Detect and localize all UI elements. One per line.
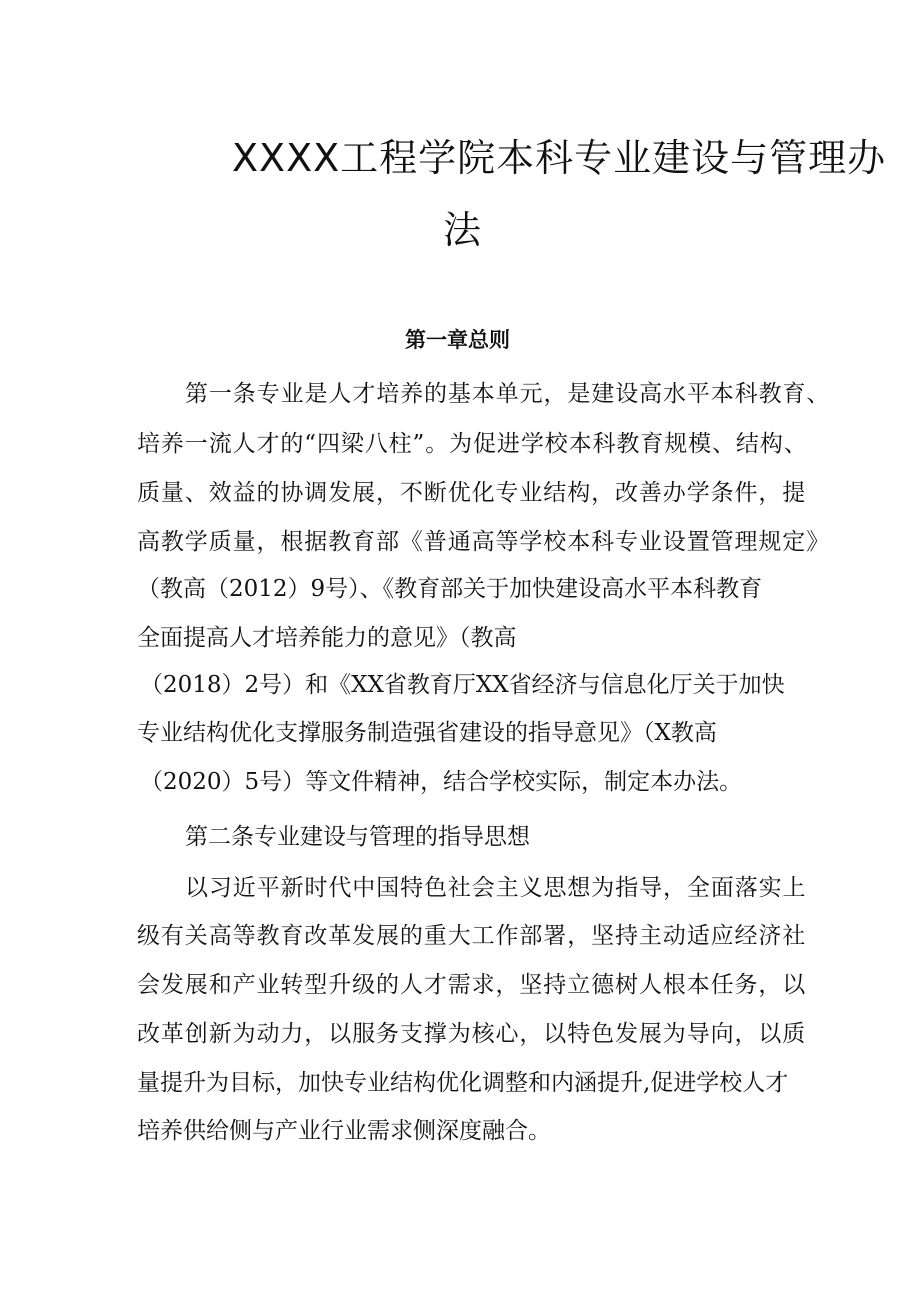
article-1-line: 全面提高人才培养能力的意见》（教高	[137, 625, 517, 651]
article-2-line: 以习近平新时代中国特色社会主义思想为指导，全面落实上	[185, 875, 807, 901]
article-2-line: 会发展和产业转型升级的人才需求，坚持立德树人根本任务，以	[137, 972, 807, 998]
chapter-heading: 第一章总则	[405, 328, 510, 352]
article-1-line: 培养一流人才的“四梁八柱”。为促进学校本科教育规模、结构、	[137, 431, 808, 457]
document-title-line-2: 法	[443, 208, 483, 252]
document-title-line-1: XXXX工程学院本科专业建设与管理办	[232, 136, 887, 180]
article-1-line: 第一条专业是人才培养的基本单元，是建设高水平本科教育、	[185, 381, 831, 407]
article-1-line: 高教学质量，根据教育部《普通高等学校本科专业设置管理规定》	[137, 529, 831, 555]
article-1-line: 质量、效益的协调发展，不断优化专业结构，改善办学条件，提	[137, 480, 807, 506]
article-2-line: 级有关高等教育改革发展的重大工作部署，坚持主动适应经济社	[137, 923, 807, 949]
article-1-line: 专业结构优化支撑服务制造强省建设的指导意见》（X教高	[137, 720, 717, 746]
article-1-line: （教高（2012）9号）、《教育部关于加快建设高水平本科教育	[137, 576, 763, 602]
article-1-line: （2018）2号）和《XX省教育厅XX省经济与信息化厅关于加快	[140, 672, 785, 698]
article-2-line: 改革创新为动力，以服务支撑为核心，以特色发展为导向，以质	[137, 1021, 807, 1047]
article-2-heading: 第二条专业建设与管理的指导思想	[185, 824, 530, 850]
article-2-line: 培养供给侧与产业行业需求侧深度融合。	[137, 1118, 551, 1144]
article-1-line: （2020）5号）等文件精神，结合学校实际，制定本办法。	[140, 769, 743, 795]
article-2-line: 量提升为目标，加快专业结构优化调整和内涵提升,促进学校人才	[137, 1070, 789, 1096]
